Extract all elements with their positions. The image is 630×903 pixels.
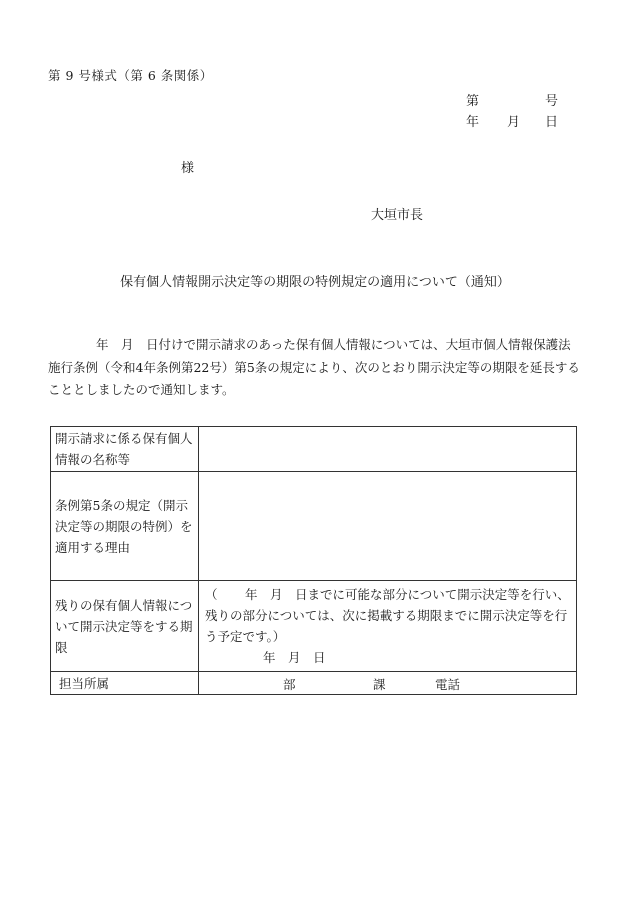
document-title: 保有個人情報開示決定等の期限の特例規定の適用について（通知） (120, 275, 510, 290)
remaining-deadline-value (199, 581, 577, 672)
dept-label: 部 (283, 677, 296, 692)
reason-label: 条例第5条の規定（開示決定等の期限の特例）を適用する理由 (51, 472, 199, 581)
table-row (51, 672, 577, 695)
staff-dept-label: 担当所属 (51, 672, 199, 695)
remaining-deadline-text: 年 月 日までに可能な部分について開示決定等を行い、残りの部分については、次に掲載する期限までに開示決定等を行う予定です。） (205, 587, 570, 644)
open-paren: （ (205, 587, 218, 602)
info-table (50, 426, 577, 695)
requested-info-value (199, 427, 577, 472)
table-row (51, 472, 577, 581)
sender: 大垣市長 (371, 208, 424, 223)
remaining-deadline-label: 残りの保有個人情報について開示決定等をする期限 (51, 581, 199, 672)
remaining-deadline-date: 年 月 日 (263, 650, 326, 665)
staff-dept-value (199, 672, 577, 695)
date-day: 日 (545, 115, 559, 130)
date-year: 年 (466, 115, 480, 130)
addressee: 様 (181, 161, 195, 176)
table-row (51, 427, 577, 472)
document-number-suffix: 号 (545, 94, 559, 109)
phone-label: 電話 (435, 677, 461, 692)
requested-info-label: 開示請求に係る保有個人情報の名称等 (51, 427, 199, 472)
reason-value (199, 472, 577, 581)
document-number-label: 第 (466, 94, 480, 109)
body-paragraph (48, 334, 580, 402)
form-number: 第 9 号様式（第 6 条関係） (48, 68, 213, 83)
body-lead: 年 月 日付けで開示請求のあった保有個人情報については、大垣市個人情報保護法施行条例（令和4年条例第22号）第5条の規定により、次のとおり開示決定等の期限を延長することとしましたので通知します。 (48, 337, 580, 397)
date-month: 月 (507, 115, 521, 130)
section-label: 課 (373, 677, 386, 692)
table-row (51, 581, 577, 672)
